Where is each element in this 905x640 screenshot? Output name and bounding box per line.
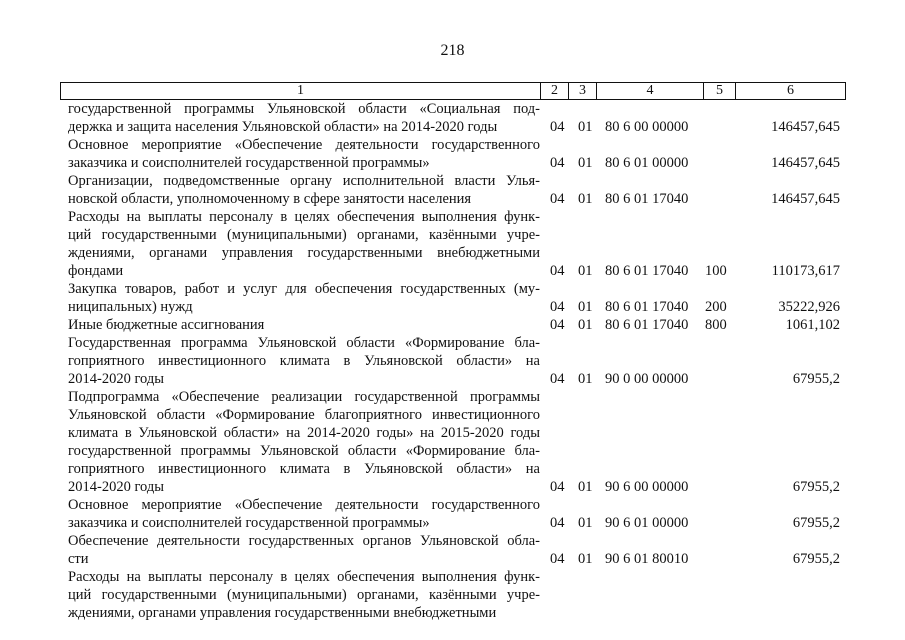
row-description	[68, 136, 540, 172]
cell-col-6: 67955,2	[792, 551, 840, 567]
description-line: Расходы на выплаты персоналу в целях обеспечения выполнения функ-	[68, 569, 540, 585]
cell-col-3: 01	[578, 191, 593, 207]
row-description	[68, 280, 540, 316]
header-col-3: 3	[569, 83, 597, 100]
cell-col-3: 01	[578, 155, 593, 171]
table-row	[0, 334, 905, 388]
description-line: гоприятного инвестиционного климата в Ульяновской области» на	[68, 353, 540, 369]
cell-col-4: 90 6 00 00000	[605, 479, 689, 495]
description-line: Обеспечение деятельности государственных органов Ульяновской обла-	[68, 533, 540, 549]
description-line: климата в Ульяновской области» на 2014-2020 годы» на 2015-2020 годы	[68, 425, 540, 441]
cell-col-2: 04	[550, 263, 565, 279]
table-row	[0, 100, 905, 136]
table-row	[0, 532, 905, 568]
table-row	[0, 496, 905, 532]
description-line: фондами	[68, 263, 124, 279]
cell-col-4: 90 6 01 80010	[605, 551, 689, 567]
row-description	[68, 208, 540, 280]
description-line: ций государственными (муниципальными) органами, казёнными учре-	[68, 587, 540, 603]
table-row	[0, 208, 905, 280]
cell-col-2: 04	[550, 299, 565, 315]
row-description	[68, 532, 540, 568]
page-number: 218	[440, 42, 465, 59]
description-line: государственной программы Ульяновской области «Формирование бла-	[68, 443, 540, 459]
cell-col-2: 04	[550, 155, 565, 171]
cell-col-2: 04	[550, 191, 565, 207]
cell-col-2: 04	[550, 479, 565, 495]
header-col-6: 6	[736, 83, 846, 100]
row-description	[68, 568, 540, 622]
row-description	[68, 100, 540, 136]
row-description	[68, 316, 540, 334]
description-line: ций государственными (муниципальными) органами, казёнными учре-	[68, 227, 540, 243]
cell-col-3: 01	[578, 515, 593, 531]
description-line: Основное мероприятие «Обеспечение деятельности государственного	[68, 497, 540, 513]
table-body	[0, 100, 905, 622]
cell-col-4: 80 6 01 17040	[605, 317, 689, 333]
cell-col-3: 01	[578, 263, 593, 279]
cell-col-6: 67955,2	[792, 479, 840, 495]
description-line: Ульяновской области «Формирование благоприятного инвестиционного	[68, 407, 540, 423]
cell-col-3: 01	[578, 371, 593, 387]
description-line: Закупка товаров, работ и услуг для обеспечения государственных (му-	[68, 281, 540, 297]
cell-col-5: 800	[705, 317, 727, 333]
description-line: заказчика и соисполнителей государственной программы»	[68, 155, 430, 171]
description-line: государственной программы Ульяновской области «Социальная под-	[68, 101, 540, 117]
header-col-2: 2	[541, 83, 569, 100]
description-line: заказчика и соисполнителей государственной программы»	[68, 515, 430, 531]
description-line: гоприятного инвестиционного климата в Ульяновской области» на	[68, 461, 540, 477]
cell-col-4: 80 6 01 17040	[605, 191, 689, 207]
cell-col-6: 1061,102	[785, 317, 840, 333]
description-line: Расходы на выплаты персоналу в целях обеспечения выполнения функ-	[68, 209, 540, 225]
cell-col-6: 35222,926	[778, 299, 840, 315]
row-description	[68, 172, 540, 208]
description-line: ниципальных) нужд	[68, 299, 193, 315]
description-line: Иные бюджетные ассигнования	[68, 317, 265, 333]
description-line: Государственная программа Ульяновской области «Формирование бла-	[68, 335, 540, 351]
header-col-1: 1	[61, 83, 541, 100]
description-line: новской области, уполномоченному в сфере занятости населения	[68, 191, 472, 207]
description-line: ждениями, органами управления государственными внебюджетными	[68, 605, 497, 621]
table-row	[0, 388, 905, 496]
cell-col-4: 80 6 01 17040	[605, 263, 689, 279]
cell-col-6: 67955,2	[792, 515, 840, 531]
cell-col-4: 90 6 01 00000	[605, 515, 689, 531]
row-description	[68, 334, 540, 388]
table-row	[0, 136, 905, 172]
cell-col-2: 04	[550, 551, 565, 567]
description-line: ждениями, органами управления государственными внебюджетными	[68, 245, 540, 261]
cell-col-3: 01	[578, 299, 593, 315]
description-line: сти	[68, 551, 89, 567]
cell-col-6: 146457,645	[771, 155, 840, 171]
table-row	[0, 280, 905, 316]
table-row	[0, 316, 905, 334]
cell-col-5: 100	[705, 263, 727, 279]
description-line: Подпрограмма «Обеспечение реализации государственной программы	[68, 389, 540, 405]
cell-col-6: 110173,617	[771, 263, 840, 279]
cell-col-4: 80 6 01 17040	[605, 299, 689, 315]
cell-col-5: 200	[705, 299, 727, 315]
cell-col-3: 01	[578, 551, 593, 567]
description-line: 2014-2020 годы	[68, 479, 164, 495]
table-row	[0, 568, 905, 622]
cell-col-4: 80 6 01 00000	[605, 155, 689, 171]
table-row	[0, 172, 905, 208]
cell-col-6: 67955,2	[792, 371, 840, 387]
description-line: 2014-2020 годы	[68, 371, 164, 387]
cell-col-6: 146457,645	[771, 119, 840, 135]
row-description	[68, 388, 540, 496]
header-col-4: 4	[597, 83, 704, 100]
cell-col-2: 04	[550, 317, 565, 333]
description-line: Основное мероприятие «Обеспечение деятельности государственного	[68, 137, 540, 153]
header-col-5: 5	[704, 83, 736, 100]
description-line: держка и защита населения Ульяновской области» на 2014-2020 годы	[68, 119, 498, 135]
row-description	[68, 496, 540, 532]
cell-col-2: 04	[550, 119, 565, 135]
cell-col-2: 04	[550, 515, 565, 531]
cell-col-3: 01	[578, 119, 593, 135]
table-header	[60, 82, 846, 100]
cell-col-6: 146457,645	[771, 191, 840, 207]
cell-col-3: 01	[578, 479, 593, 495]
cell-col-3: 01	[578, 317, 593, 333]
cell-col-4: 90 0 00 00000	[605, 371, 689, 387]
cell-col-4: 80 6 00 00000	[605, 119, 689, 135]
description-line: Организации, подведомственные органу исполнительной власти Улья-	[68, 173, 540, 189]
cell-col-2: 04	[550, 371, 565, 387]
